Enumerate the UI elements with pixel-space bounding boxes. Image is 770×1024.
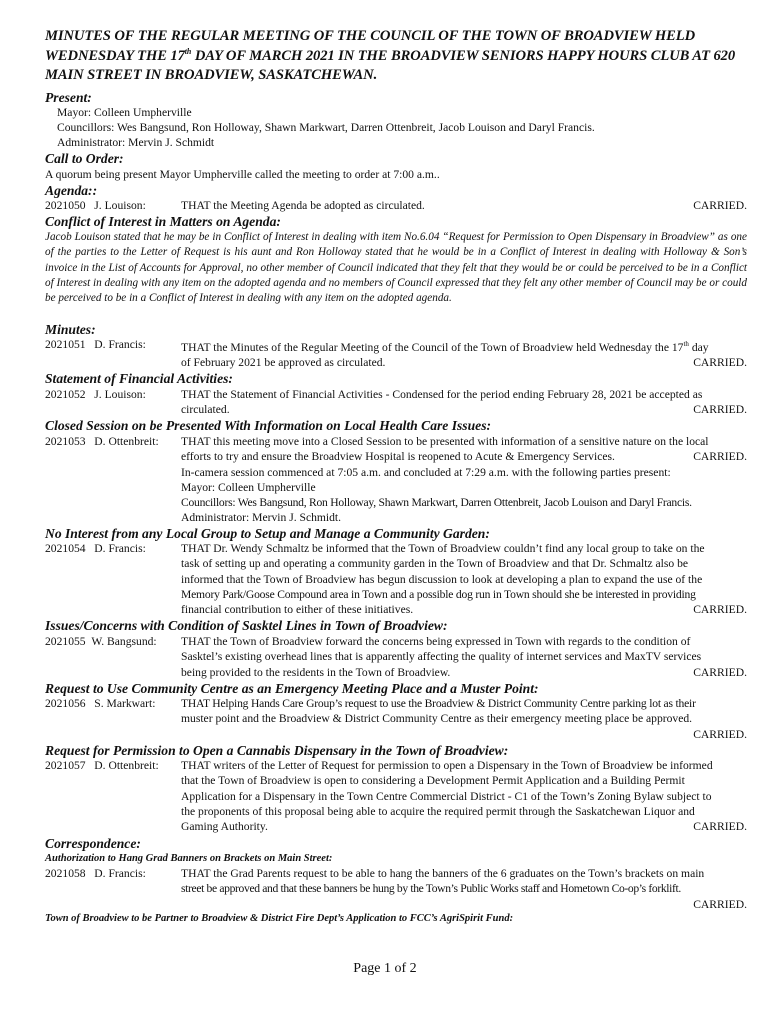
carried-label: CARRIED. <box>693 897 747 911</box>
motion-text: THAT this meeting move into a Closed Session to be presented with information of a sensitive nature on the local efforts to try and ensure the Broadview Hospital is reopened to Acute & Emergency Services. CARRIED. In-camera session commenced at 7:05 a.m. and concluded at 7:29 a.m. with the following parties present: Mayor: Colleen Umpherville Councillors: Wes Bangsund, Ron Holloway, Shawn Markwart, Darren Ottenbreit, Jacob Louison and Daryl Francis. Administrator: Mervin J. Schmidt. <box>181 435 747 525</box>
motion-number: 2021050 J. Louison: <box>45 199 146 212</box>
motion-text: THAT the Town of Broadview forward the concerns being expressed in Town with regards to the condition of Sasktel’s existing overhead lines that is apparently affecting the quality of internet services and MaxTV services being provided to the residents in the Town of Broadview. CARRIED. <box>181 635 747 679</box>
carried-label: CARRIED. <box>693 450 747 464</box>
conflict-text: Jacob Louison stated that he may be in Conflict of Interest in dealing with item No.6.04 “Request for Permission to Open Dispensary in Broadview” as one of the parties to the Letter of Request is his aunt and Ron Holloway stated that he would be in a Conflict of Interest in dealing with Holloway & Son’s invoice in the List of Accounts for Approval, no other member of Council indicated that they felt that they would be or could be perceived to be in a Conflict of Interest in dealing with any item on the adopted agenda and no members of Council expressed that they felt any other member of Council may be or could be perceived to be in a Conflict of Interest in dealing with any item on the adopted agenda. <box>45 231 748 305</box>
motion-number: 2021054 D. Francis: <box>45 542 146 555</box>
motion-number: 2021057 D. Ottenbreit: <box>45 759 159 772</box>
carried-label: CARRIED. <box>693 403 747 417</box>
closed-session-heading: Closed Session on be Presented With Information on Local Health Care Issues: <box>45 418 492 433</box>
agenda-heading: Agenda:: <box>45 183 98 198</box>
motion-text: THAT writers of the Letter of Request for permission to open a Dispensary in the Town of Broadview be informed that the Town of Broadview is open to considering a Development Permit Application and a Building Permit Application for a Dispensary in the Town Centre Commercial District - C1 of the Town’s Zoning Bylaw subject to the proponents of this proposal being able to acquire the required permit through the Saskatchewan Liquor and Gaming Authority. CARRIED. <box>181 759 747 834</box>
motion-number: 2021052 J. Louison: <box>45 388 146 401</box>
carried-label: CARRIED. <box>693 603 747 617</box>
financial-heading: Statement of Financial Activities: <box>45 371 233 386</box>
motion-text: THAT the Minutes of the Regular Meeting of the Council of the Town of Broadview held Wednesday the 17th day of February 2021 be approved as circulated. CARRIED. <box>181 340 747 370</box>
call-to-order-text: A quorum being present Mayor Umpherville called the meeting to order at 7:00 a.m.. <box>45 168 440 181</box>
correspondence-subheading: Authorization to Hang Grad Banners on Brackets on Main Street: <box>45 853 333 864</box>
document-title: MINUTES OF THE REGULAR MEETING OF THE COUNCIL OF THE TOWN OF BROADVIEW HELD WEDNESDAY THE 17th DAY OF MARCH 2021 IN THE BROADVIEW SENIORS HAPPY HOURS CLUB AT 620 MAIN STREET IN BROADVIEW, SASKATCHEWAN. <box>45 28 736 83</box>
motion-text: THAT Dr. Wendy Schmaltz be informed that the Town of Broadview couldn’t find any local group to take on the task of setting up and operating a community garden in the Town of Broadview and that Dr. Schmaltz also be informed that the Town of Broadview has begun discussion to look at developing a plan to expand the use of the Memory Park/Goose Compound area in Town and a possible dog run in Town should she be interested in providing financial contribution to either of these initiatives. CARRIED. <box>181 542 747 617</box>
garden-heading: No Interest from any Local Group to Setup and Manage a Community Garden: <box>45 526 490 541</box>
sasktel-heading: Issues/Concerns with Condition of Sasktel Lines in Town of Broadview: <box>45 618 448 633</box>
carried-label: CARRIED. <box>693 356 747 370</box>
carried-label: CARRIED. <box>693 820 747 834</box>
motion-text: THAT the Grad Parents request to be able to hang the banners of the 6 graduates on the Town’s brackets on main street be approved and that these banners be hung by the Town’s Public Works staff and Hometown Co-op’s forklift. CARRIED. <box>181 867 747 911</box>
call-to-order-heading: Call to Order: <box>45 151 124 166</box>
motion-number: 2021053 D. Ottenbreit: <box>45 435 159 448</box>
motion-number: 2021055 W. Bangsund: <box>45 635 157 648</box>
cannabis-heading: Request for Permission to Open a Cannabis Dispensary in the Town of Broadview: <box>45 743 509 758</box>
present-mayor: Mayor: Colleen Umpherville <box>57 106 192 119</box>
carried-label: CARRIED. <box>693 727 747 741</box>
present-councillors: Councillors: Wes Bangsund, Ron Holloway, Shawn Markwart, Darren Ottenbreit, Jacob Louison and Daryl Francis. <box>57 121 595 134</box>
page-number: Page 1 of 2 <box>353 961 417 976</box>
minutes-heading: Minutes: <box>45 322 96 337</box>
motion-text: THAT the Statement of Financial Activities - Condensed for the period ending February 28, 2021 be accepted as circulated. CARRIED. <box>181 388 747 417</box>
motion-number: 2021058 D. Francis: <box>45 867 146 880</box>
carried-label: CARRIED. <box>693 199 747 212</box>
community-centre-heading: Request to Use Community Centre as an Emergency Meeting Place and a Muster Point: <box>45 681 539 696</box>
motion-number: 2021051 D. Francis: <box>45 338 146 351</box>
present-administrator: Administrator: Mervin J. Schmidt <box>57 136 215 149</box>
motion-text: THAT the Meeting Agenda be adopted as circulated. CARRIED. <box>181 199 747 212</box>
correspondence-heading: Correspondence: <box>45 836 141 851</box>
conflict-heading: Conflict of Interest in Matters on Agenda: <box>45 214 281 229</box>
carried-label: CARRIED. <box>693 665 747 679</box>
present-heading: Present: <box>45 90 92 105</box>
motion-number: 2021056 S. Markwart: <box>45 697 156 710</box>
motion-text: THAT Helping Hands Care Group’s request to use the Broadview & District Community Centre parking lot as their muster point and the Broadview & District Community Centre as their emergency meeting place be approved. CARRIED. <box>181 697 747 741</box>
correspondence-subheading-2: Town of Broadview to be Partner to Broadview & District Fire Dept’s Application to FCC’s AgriSpirit Fund: <box>45 913 514 924</box>
